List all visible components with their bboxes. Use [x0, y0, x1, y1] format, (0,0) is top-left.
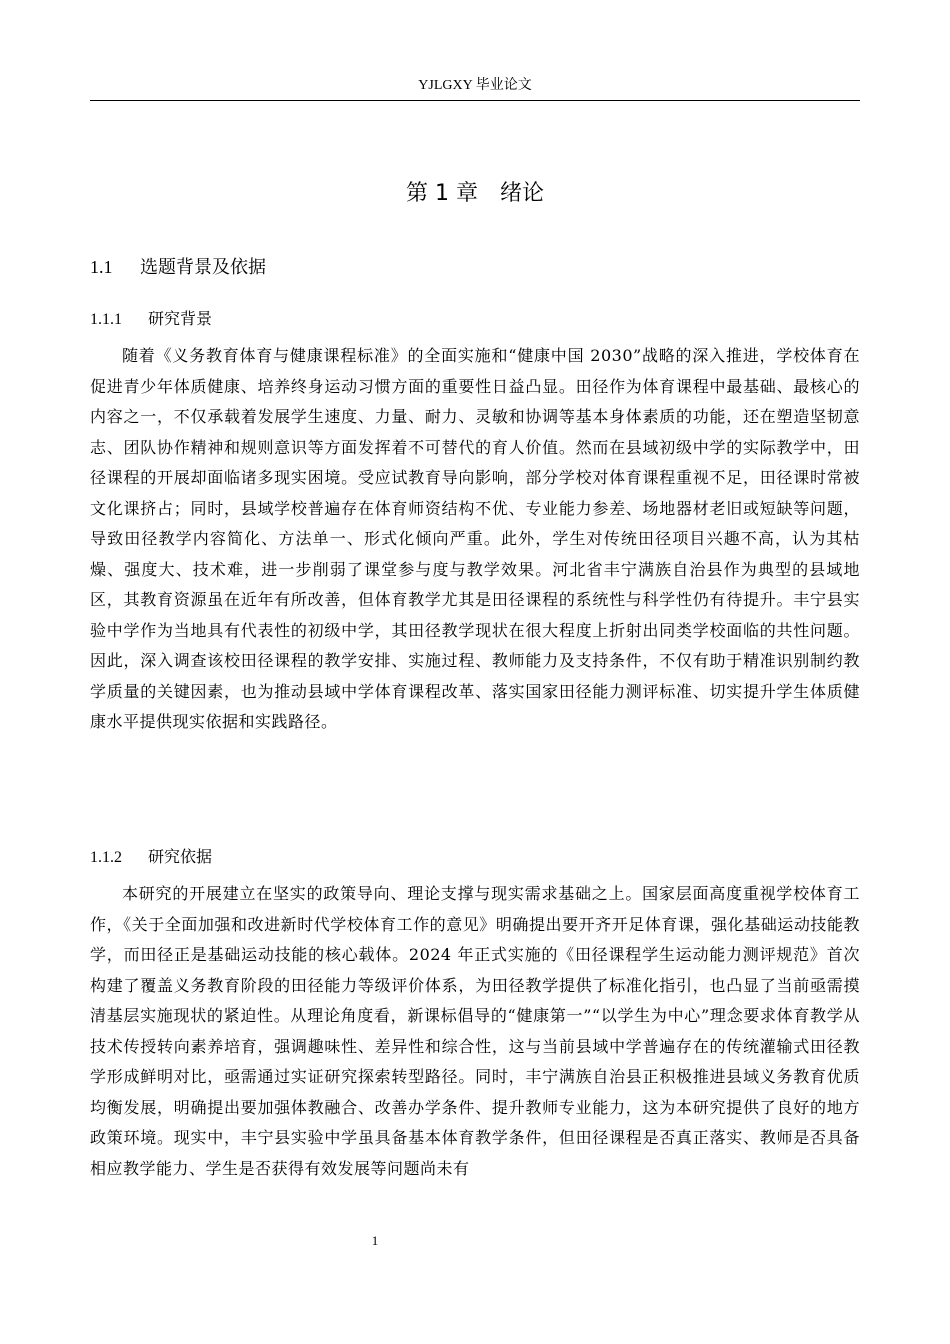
subsection-heading-1-1-2	[90, 845, 212, 870]
running-header: YJLGXY 毕业论文	[418, 78, 532, 93]
subsection-number: 1.1.1	[90, 311, 122, 328]
section-number: 1.1	[90, 257, 113, 277]
section-heading-1-1	[90, 254, 266, 281]
subsection-title: 研究依据	[148, 847, 213, 866]
subsection-title: 研究背景	[148, 309, 213, 328]
body-paragraph-research-basis: 本研究的开展建立在坚实的政策导向、理论支撑与现实需求基础之上。国家层面高度重视学校体育工作，《关于全面加强和改进新时代学校体育工作的意见》明确提出要开齐开足体育课，强化基础运动技能教学，而田径正是基础运动技能的核心载体。2024 年正式实施的《田径课程学生运动能力测评规范》首次构建了覆盖义务教育阶段的田径能力等级评价体系，为田径教学提供了标准化指引，也凸显了当前亟需摸清基层实施现状的紧迫性。从理论角度看，新课标倡导的“健康第一”“以学生为中心”理念要求体育教学从技术传授转向素养培育，强调趣味性、差异性和综合性，这与当前县域中学普遍存在的传统灌输式田径教学形成鲜明对比，亟需通过实证研究探索转型路径。同时，丰宁满族自治县正积极推进县域义务教育优质均衡发展，明确提出要加强体教融合、改善办学条件、提升教师专业能力，这为本研究提供了良好的地方政策环境。现实中，丰宁县实验中学虽具备基本体育教学条件，但田径课程是否真正落实、教师是否具备相应教学能力、学生是否获得有效发展等问题尚未有	[90, 884, 860, 1178]
header-rule	[90, 100, 860, 101]
body-paragraph-research-background: 随着《义务教育体育与健康课程标准》的全面实施和“健康中国 2030”战略的深入推进，学校体育在促进青少年体质健康、培养终身运动习惯方面的重要性日益凸显。田径作为体育课程中最基础、最核心的内容之一，不仅承载着发展学生速度、力量、耐力、灵敏和协调等基本身体素质的功能，还在塑造坚韧意志、团队协作精神和规则意识等方面发挥着不可替代的育人价值。然而在县域初级中学的实际教学中，田径课程的开展却面临诸多现实困境。受应试教育导向影响，部分学校对体育课程重视不足，田径课时常被文化课挤占；同时，县域学校普遍存在体育师资结构不优、专业能力参差、场地器材老旧或短缺等问题，导致田径教学内容简化、方法单一、形式化倾向严重。此外，学生对传统田径项目兴趣不高，认为其枯燥、强度大、技术难，进一步削弱了课堂参与度与教学效果。河北省丰宁满族自治县作为典型的县域地区，其教育资源虽在近年有所改善，但体育教学尤其是田径课程的系统性与科学性仍有待提升。丰宁县实验中学作为当地具有代表性的初级中学，其田径教学现状在很大程度上折射出同类学校面临的共性问题。因此，深入调查该校田径课程的教学安排、实施过程、教师能力及支持条件，不仅有助于精准识别制约教学质量的关键因素，也为推动县域中学体育课程改革、落实国家田径能力测评标准、切实提升学生体质健康水平提供现实依据和实践路径。	[90, 346, 860, 731]
section-title: 选题背景及依据	[140, 257, 266, 278]
subsection-heading-1-1-1	[90, 307, 212, 332]
page-number: 1	[371, 1233, 379, 1248]
subsection-number: 1.1.2	[90, 849, 122, 866]
chapter-title: 第 1 章 绪论	[406, 181, 544, 206]
